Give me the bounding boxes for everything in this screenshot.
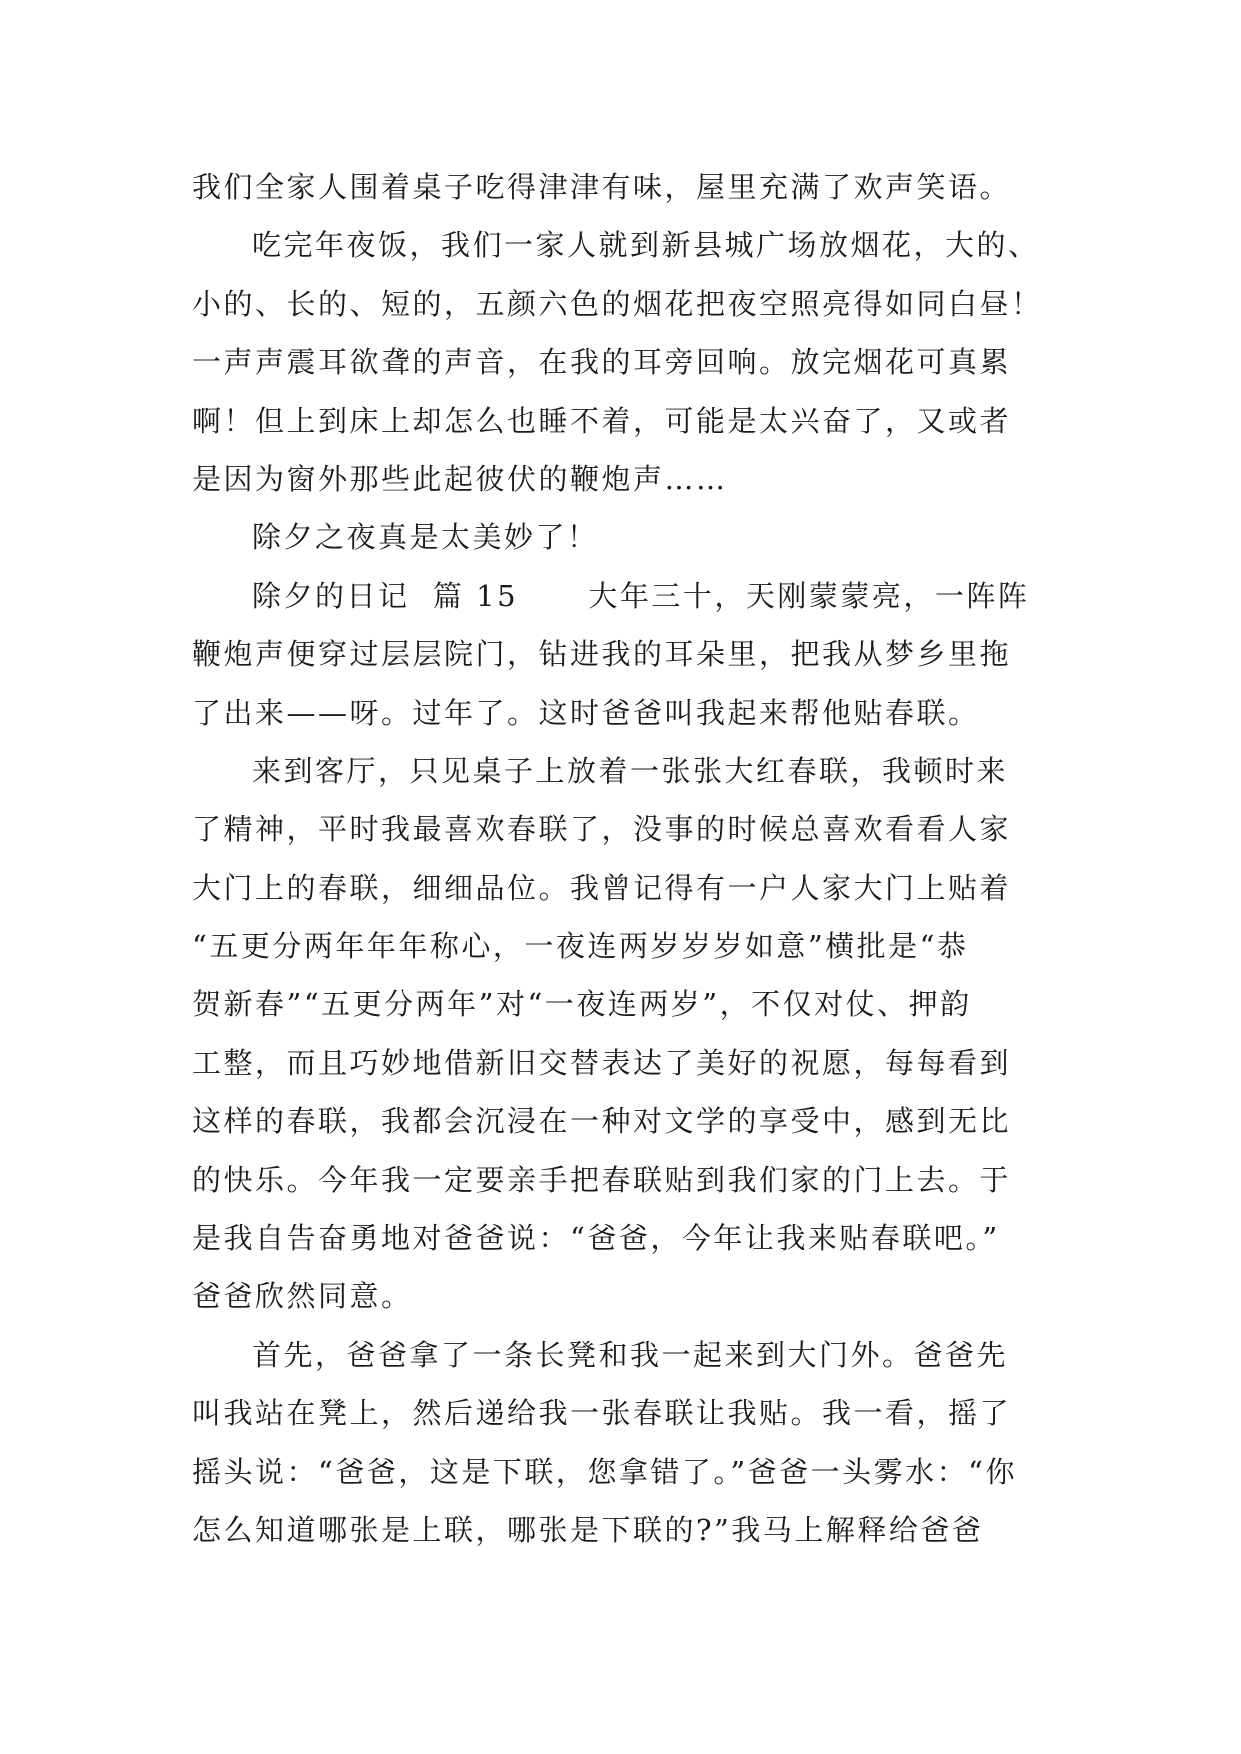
text-line: 除夕的日记 篇 15 大年三十，天刚蒙蒙亮，一阵阵 [252,578,1030,613]
text-line: 这样的春联，我都会沉浸在一种对文学的享受中，感到无比 [192,1104,1012,1139]
text-line: 工整，而且巧妙地借新旧交替表达了美好的祝愿，每每看到 [192,1045,1012,1080]
text-line: 来到客厅，只见桌子上放着一张张大红春联，我顿时来 [252,753,1009,788]
text-line: 大门上的春联，细细品位。我曾记得有一户人家大门上贴着 [192,870,1012,905]
text-line: 爸爸欣然同意。 [192,1279,413,1314]
text-line: 叫我站在凳上，然后递给我一张春联让我贴。我一看，摇了 [192,1396,1012,1431]
text-line: 啊！但上到床上却怎么也睡不着，可能是太兴奋了，又或者 [192,403,1012,438]
text-line: 小的、长的、短的，五颜六色的烟花把夜空照亮得如同白昼！ [192,286,1043,321]
text-line: 了出来——呀。过年了。这时爸爸叫我起来帮他贴春联。 [192,695,980,730]
text-line: 贺新春”“五更分两年”对“一夜连两岁”，不仅对仗、押韵 [192,987,972,1022]
text-line: 除夕之夜真是太美妙了！ [252,520,599,555]
body-text [192,158,1082,1559]
text-line: 我们全家人围着桌子吃得津津有味，屋里充满了欢声笑语。 [192,170,1012,204]
text-line: 的快乐。今年我一定要亲手把春联贴到我们家的门上去。于 [192,1162,1012,1197]
text-line: 是我自告奋勇地对爸爸说：“爸爸，今年让我来贴春联吧。” [192,1221,1000,1256]
text-line: 了精神，平时我最喜欢春联了，没事的时候总喜欢看看人家 [192,812,1012,847]
text-line: 是因为窗外那些此起彼伏的鞭炮声…… [192,461,728,496]
text-line: 吃完年夜饭，我们一家人就到新县城广场放烟花，大的、 [252,228,1040,263]
text-line: 摇头说：“爸爸，这是下联，您拿错了。”爸爸一头雾水：“你 [192,1454,1017,1489]
text-line: “五更分两年年年称心，一夜连两岁岁岁如意”横批是“恭 [192,929,969,964]
text-line: 一声声震耳欲聋的声音，在我的耳旁回响。放完烟花可真累 [192,345,1012,380]
text-line: 鞭炮声便穿过层层院门，钻进我的耳朵里，把我从梦乡里拖 [192,637,1012,672]
text-line: 怎么知道哪张是上联，哪张是下联的?”我马上解释给爸爸 [192,1512,984,1547]
text-line: 首先，爸爸拿了一条长凳和我一起来到大门外。爸爸先 [252,1337,1009,1372]
